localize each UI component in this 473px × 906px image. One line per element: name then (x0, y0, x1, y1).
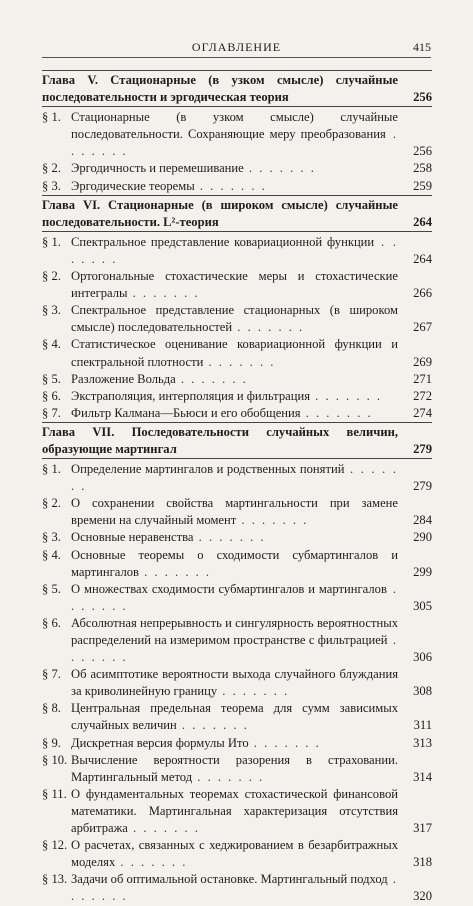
section-title: Абсолютная непрерывность и сингулярность вероятностных распределений на измеримом пространстве с фильтрацией (71, 615, 398, 647)
section-title: Спектральное представление стационарных (в широком смысле) последовательностей (71, 303, 398, 335)
dot-leader: . . . . . . . (203, 354, 276, 369)
section-page: 264 (413, 251, 432, 266)
toc-entry (42, 461, 432, 495)
toc-entry (42, 871, 432, 905)
toc-entry (42, 529, 432, 546)
section-title: Эргодичность и перемешивание (71, 161, 244, 176)
toc-entry (42, 160, 432, 177)
section-page: 308 (413, 684, 432, 699)
section-page: 284 (413, 513, 432, 528)
dot-leader: . . . . . . . (71, 462, 399, 494)
section-number: § 1. (42, 234, 61, 249)
section-number: § 7. (42, 405, 61, 420)
toc-entry (42, 234, 432, 268)
section-title: О сохранении свойства мартингальности при замене времени на случайный момент (71, 496, 398, 528)
chapter-rule-top (42, 422, 432, 423)
dot-leader: . . . . . . . (176, 718, 249, 733)
section-number: § 12. (42, 838, 68, 853)
section-number: § 11. (42, 786, 67, 801)
chapter-block (42, 70, 432, 195)
section-title: Об асимптотике вероятности выхода случайного блуждания за криволинейную границу (71, 667, 398, 699)
section-page: 299 (413, 564, 432, 579)
dot-leader: . . . . . . . (71, 633, 398, 665)
section-page: 318 (413, 855, 432, 870)
section-title: Экстраполяция, интерполяция и фильтрация (71, 388, 310, 403)
section-title: Спектральное представление ковариационной функции (71, 234, 375, 249)
section-page: 311 (413, 718, 432, 733)
chapter-rule-top (42, 70, 432, 71)
toc-entry (42, 495, 432, 529)
section-number: § 3. (42, 530, 61, 545)
dot-leader: . . . . . . . (71, 127, 399, 159)
section-number: § 1. (42, 110, 61, 125)
chapter-block (42, 195, 432, 422)
chapter-title-text: Глава V. Стационарные (в узком смысле) случайные последовательности и эргодическая теория (42, 73, 398, 105)
section-number: § 5. (42, 371, 61, 386)
chapter-title (42, 197, 432, 231)
toc-entry (42, 405, 432, 422)
section-page: 271 (413, 371, 432, 386)
section-page: 267 (413, 320, 432, 335)
section-page: 314 (413, 769, 432, 784)
section-page: 256 (413, 144, 432, 159)
section-page: 313 (413, 735, 432, 750)
section-title: Вычисление вероятности разорения в страховании. Мартингальный метод (71, 752, 398, 784)
chapter-page: 264 (413, 214, 432, 229)
dot-leader: . . . . . . . (217, 684, 290, 699)
dot-leader: . . . . . . . (193, 530, 266, 545)
chapter-block (42, 422, 432, 906)
chapter-title (42, 72, 432, 106)
section-title: О фундаментальных теоремах стохастической финансовой математики. Мартингальная характеризация отсутствия арбитража (71, 786, 398, 836)
dot-leader: . . . . . . . (138, 564, 212, 579)
section-title: Задачи об оптимальной остановке. Мартингальный подход (71, 872, 388, 887)
section-number: § 7. (42, 667, 61, 682)
toc-entry (42, 666, 432, 700)
dot-leader: . . . . . . . (71, 234, 399, 266)
toc-entry (42, 547, 432, 581)
chapter-title-text: Глава VII. Последовательности случайных величин, образующие мартингал (42, 424, 398, 456)
toc-entry (42, 786, 432, 837)
dot-leader: . . . . . . . (236, 513, 309, 528)
section-number: § 2. (42, 161, 61, 176)
section-number: § 6. (42, 388, 61, 403)
section-number: § 4. (42, 337, 61, 352)
section-number: § 13. (42, 872, 68, 887)
toc-entry (42, 581, 432, 615)
dot-leader: . . . . . . . (115, 855, 188, 870)
section-number: § 2. (42, 496, 61, 511)
section-page: 259 (413, 178, 432, 193)
section-title: Ортогональные стохастические меры и стохастические интегралы (71, 269, 398, 301)
chapter-page: 279 (413, 441, 432, 456)
toc-entry (42, 336, 432, 370)
section-title: Основные теоремы о сходимости субмартингалов и мартингалов (71, 547, 398, 579)
toc-entry (42, 302, 432, 336)
toc-entry (42, 615, 432, 666)
running-header-title: ОГЛАВЛЕНИЕ (191, 40, 282, 54)
chapter-title (42, 424, 432, 458)
chapter-rule-bottom (42, 458, 432, 459)
section-title: Основные неравенства (71, 530, 194, 545)
dot-leader: . . . . . . . (232, 320, 305, 335)
section-page: 269 (413, 354, 432, 369)
dot-leader: . . . . . . . (127, 286, 200, 301)
toc-entry (42, 752, 432, 786)
table-of-contents (42, 70, 432, 906)
section-number: § 6. (42, 615, 61, 630)
section-number: § 3. (42, 303, 61, 318)
section-title: Эргодические теоремы (71, 178, 195, 193)
toc-entry (42, 735, 432, 752)
header-rule (42, 57, 431, 58)
section-page: 320 (413, 889, 432, 904)
chapter-rule-bottom (42, 231, 432, 232)
section-number: § 5. (42, 581, 61, 596)
section-number: § 1. (42, 462, 61, 477)
dot-leader: . . . . . . . (243, 161, 316, 176)
section-title: Фильтр Калмана—Бьюси и его обобщения (71, 405, 301, 420)
toc-entry (42, 371, 432, 388)
section-number: § 2. (42, 269, 61, 284)
section-page: 290 (413, 530, 432, 545)
toc-entry (42, 268, 432, 302)
section-number: § 4. (42, 547, 61, 562)
section-title: Центральная предельная теорема для сумм зависимых случайных величин (71, 701, 398, 733)
dot-leader: . . . . . . . (175, 371, 248, 386)
section-page: 258 (413, 161, 432, 176)
section-page: 306 (413, 650, 432, 665)
section-number: § 10. (42, 752, 68, 767)
chapter-page: 256 (413, 90, 432, 105)
section-title: Определение мартингалов и родственных понятий (71, 462, 345, 477)
section-title: Разложение Вольда (71, 371, 176, 386)
section-title: О расчетах, связанных с хеджированием в безарбитражных моделях (71, 838, 398, 870)
toc-entry (42, 109, 432, 160)
section-title: О множествах сходимости субмартингалов и мартингалов (71, 581, 387, 596)
dot-leader: . . . . . . . (71, 872, 398, 904)
section-number: § 3. (42, 178, 61, 193)
section-page: 279 (413, 479, 432, 494)
section-title: Стационарные (в узком смысле) случайные последовательности. Сохраняющие меру преобразования (71, 110, 398, 142)
section-page: 305 (413, 598, 432, 613)
dot-leader: . . . . . . . (192, 769, 265, 784)
dot-leader: . . . . . . . (248, 735, 321, 750)
dot-leader: . . . . . . . (71, 581, 398, 613)
toc-entry (42, 837, 432, 871)
section-title: Статистическое оценивание ковариационной функции и спектральной плотности (71, 337, 398, 369)
section-number: § 8. (42, 701, 61, 716)
toc-entry (42, 700, 432, 734)
toc-entry (42, 178, 432, 195)
dot-leader: . . . . . . . (300, 405, 373, 420)
section-page: 317 (413, 821, 432, 836)
section-title: Дискретная версия формулы Ито (71, 735, 249, 750)
chapter-title-text: Глава VI. Стационарные (в широком смысле) случайные последовательности. L²-теория (42, 197, 398, 229)
section-page: 272 (413, 388, 432, 403)
section-page: 274 (413, 405, 432, 420)
page-number: 415 (413, 40, 431, 54)
dot-leader: . . . . . . . (194, 178, 267, 193)
chapter-rule-top (42, 195, 432, 196)
toc-entry (42, 388, 432, 405)
running-header (42, 40, 431, 62)
section-number: § 9. (42, 735, 61, 750)
dot-leader: . . . . . . . (127, 821, 200, 836)
chapter-rule-bottom (42, 106, 432, 107)
dot-leader: . . . . . . . (310, 388, 383, 403)
section-page: 266 (413, 286, 432, 301)
